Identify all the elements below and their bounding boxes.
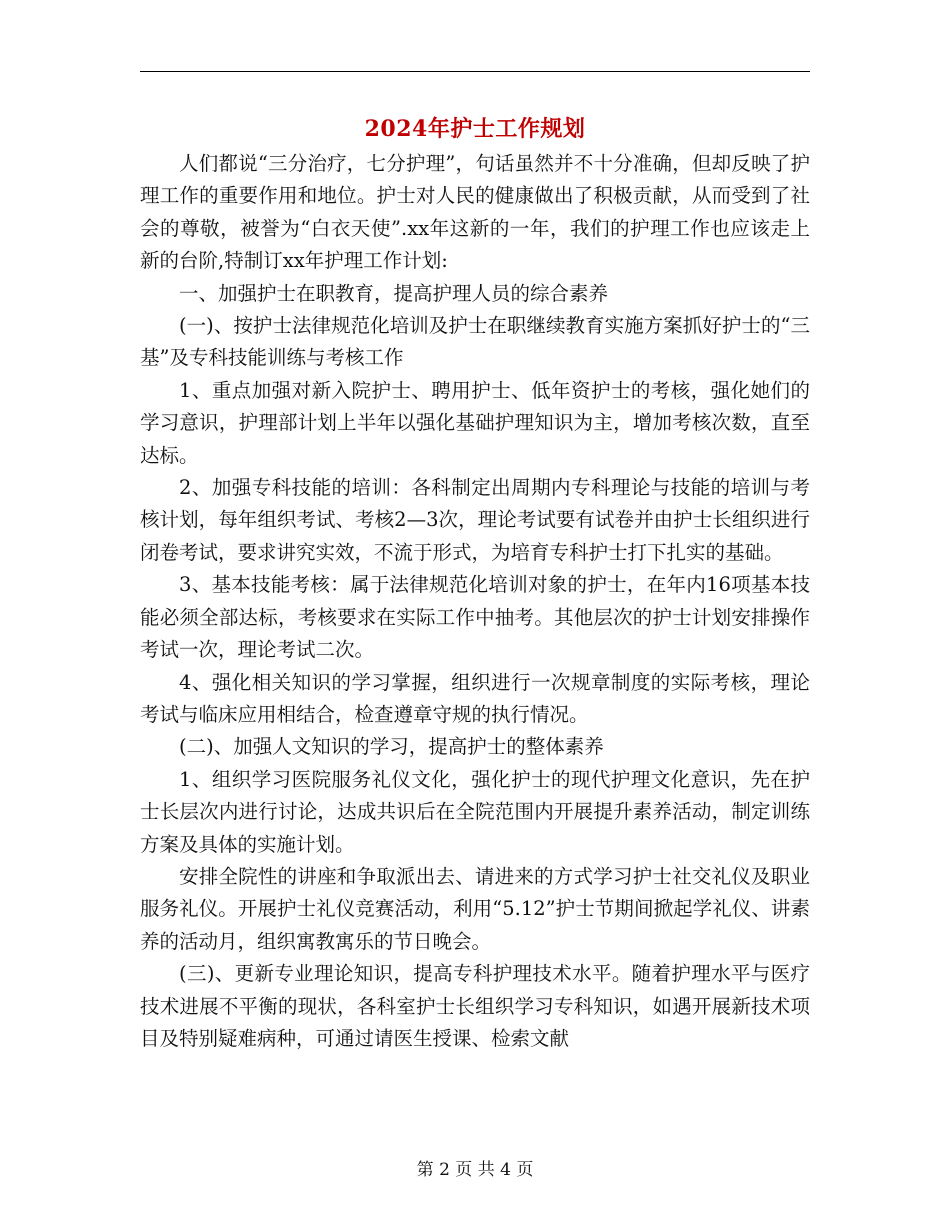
page-footer: 第 2 页 共 4 页 <box>416 1160 534 1180</box>
paragraph: 2、加强专科技能的培训：各科制定出周期内专科理论与技能的培训与考核计划，每年组织考试、考核2—3次，理论考试要有试卷并由护士长组织进行闭卷考试，要求讲究实效，不流于形式，为培育专科护士打下扎实的基础。 <box>140 476 810 564</box>
paragraph: 1、组织学习医院服务礼仪文化，强化护士的现代护理文化意识，先在护士长层次内进行讨论，达成共识后在全院范围内开展提升素养活动，制定训练方案及具体的实施计划。 <box>140 767 810 856</box>
subsection-heading: (一)、按护士法律规范化培训及护士在职继续教育实施方案抓好护士的“三基”及专科技能训练与考核工作 <box>140 314 810 370</box>
header-rule <box>140 71 810 72</box>
paragraph: 安排全院性的讲座和争取派出去、请进来的方式学习护士社交礼仪及职业服务礼仪。开展护士礼仪竞赛活动，利用“5.12”护士节期间掀起学礼仪、讲素养的活动月，组织寓教寓乐的节日晚会。 <box>140 864 810 953</box>
document-title: 2024年护士工作规划 <box>364 116 586 142</box>
paragraph: 人们都说“三分治疗，七分护理”，句话虽然并不十分准确，但却反映了护理工作的重要作用和地位。护士对人民的健康做出了积极贡献，从而受到了社会的尊敬，被誉为“白衣天使”.xx年这新的一年，我们的护理工作也应该走上新的台阶,特制订xx年护理工作计划: <box>140 152 810 273</box>
subsection-heading: (二)、加强人文知识的学习，提高护士的整体素养 <box>179 735 604 759</box>
section-heading: 一、加强护士在职教育，提高护理人员的综合素养 <box>179 281 609 305</box>
document-body <box>140 148 810 1055</box>
paragraph: 3、基本技能考核：属于法律规范化培训对象的护士，在年内16项基本技能必须全部达标，考核要求在实际工作中抽考。其他层次的护士计划安排操作考试一次，理论考试二次。 <box>140 573 810 662</box>
paragraph: 4、强化相关知识的学习掌握，组织进行一次规章制度的实际考核，理论考试与临床应用相结合，检查遵章守规的执行情况。 <box>140 670 810 726</box>
paragraph: 1、重点加强对新入院护士、聘用护士、低年资护士的考核，强化她们的学习意识，护理部计划上半年以强化基础护理知识为主，增加考核次数，直至达标。 <box>140 378 810 467</box>
paragraph: (三)、更新专业理论知识，提高专科护理技术水平。随着护理水平与医疗技术进展不平衡的现状，各科室护士长组织学习专科知识，如遇开展新技术项目及特别疑难病种，可通过请医生授课、检索文献 <box>140 962 810 1050</box>
